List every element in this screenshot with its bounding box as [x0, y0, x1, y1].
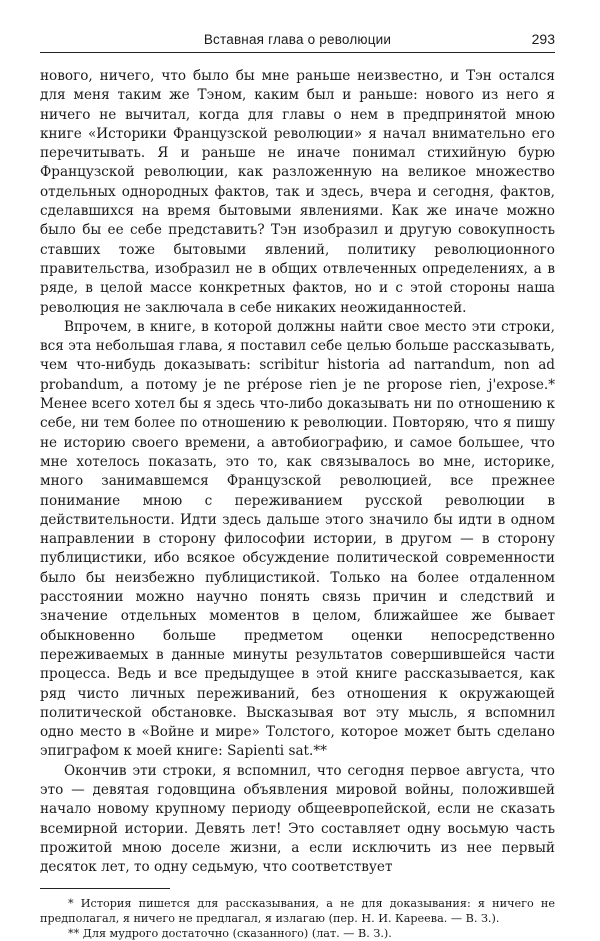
- paragraph: Окончив эти строки, я вспомнил, что сегодня первое августа, что это — девятая годовщина объявления мировой войны, положившей начало новому крупному периоду общеевропейской, если не сказать всемирной истории. Девять лет! Это составляет одну восьмую часть прожитой мною доселе жизни, а если исключить из нее первый десяток лет, то одну седьмую, что соответствует: [40, 762, 555, 876]
- footnotes: [40, 896, 555, 941]
- page-number: 293: [531, 31, 555, 47]
- paragraph: Впрочем, в книге, в которой должны найти свое место эти строки, вся эта небольшая глава, я поставил себе целью больше рассказывать, чем что-нибудь доказывать: scribitur historia ad narrandum, non ad probandum, а потому je ne prépose rien je ne propose rien, j'expose.* Менее всего хотел бы я здесь что-либо доказывать ни по отношению к себе, ни тем более по отношению к революции. Повторяю, что я пишу не историю своего времени, а автобиографию, и самое большее, что мне хотелось показать, это то, как связывалось во мне, историке, много занимавшемся Французской революцией, все прежнее понимание мною с переживанием русской революции в действительности. Идти здесь дальше этого значило бы идти в одном направлении в сторону философии истории, в другом — в сторону публицистики, ибо всякое обсуждение политической современности было бы неизбежно публицистикой. Только на более отдаленном расстоянии можно научно понять связь причин и следствий и значение отдельных моментов в целом, ближайшее же бывает обыкновенно больше предметом оценки непосредственно переживаемых в данные минуты результатов совершившейся части процесса. Ведь и все предыдущее в этой книге рассказывается, как ряд чисто личных переживаний, без отношения к окружающей политической обстановке. Высказывая вот эту мысль, я вспомнил одно место в «Войне и мире» Толстого, которое может быть сделано эпиграфом к моей книге: Sapienti sat.**: [40, 318, 555, 760]
- footnote-divider: [40, 888, 170, 889]
- running-header: [40, 26, 555, 53]
- paragraph-continued: нового, ничего, что было бы мне раньше неизвестно, и Тэн остался для меня таким же Тэном, каким был и раньше: нового из него я ничего не вычитал, когда для главы о нем в предпринятой мною книге «Историки Французской революции» я начал внимательно его перечитывать. Я и раньше не иначе понимал стихийную бурю Французской революции, как разложенную на великое множество отдельных однородных фактов, так и здесь, вчера и сегодня, фактов, сделавшихся на время бытовыми явлениями. Как же иначе можно было бы ее себе представить? Тэн изобразил и другую совокупность ставших тоже бытовыми явлений, политику революционного правительства, изобразил не в общих отвлеченных определениях, а в ряде, в целой массе конкретных фактов, но и с этой стороны наша революция не заключала в себе никаких неожиданностей.: [40, 68, 555, 316]
- running-title: Вставная глава о революции: [203, 32, 392, 47]
- book-page: [40, 26, 555, 941]
- main-text: [40, 67, 555, 877]
- footnote: * История пишется для рассказывания, а не для доказывания: я ничего не предполагал, я ничего не предлагал, я излагаю (пер. Н. И. Кареева. — В. З.).: [40, 897, 555, 926]
- footnote: ** Для мудрого достаточно (сказанного) (лат. — В. З.).: [68, 927, 392, 941]
